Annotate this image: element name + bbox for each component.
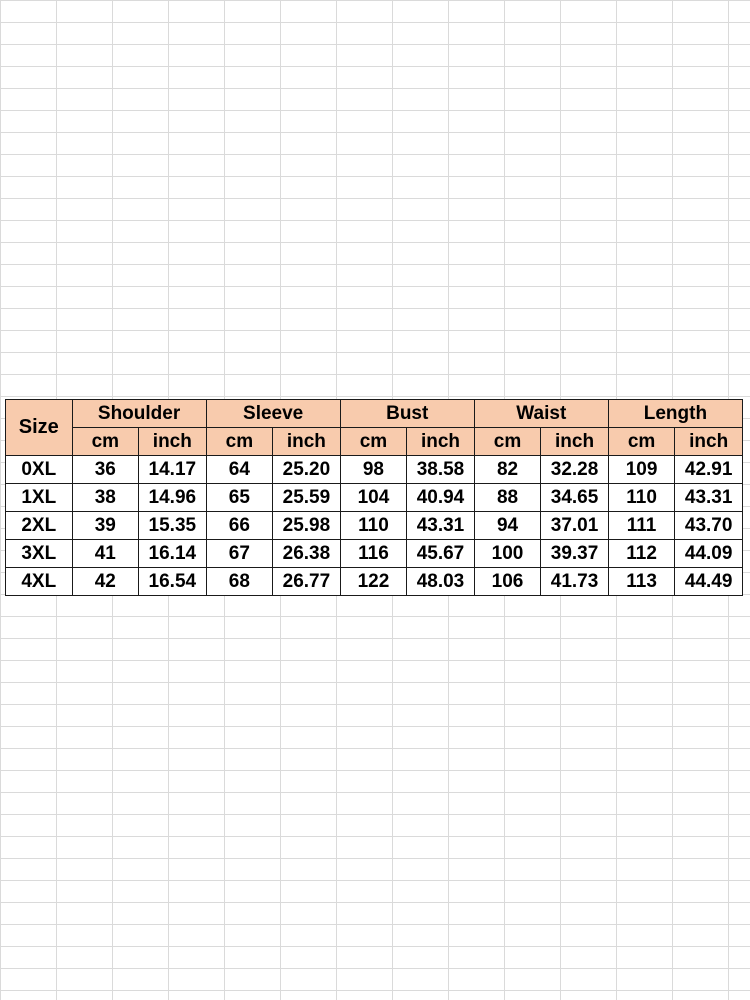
unit-header: cm xyxy=(608,428,675,456)
group-header-sleeve: Sleeve xyxy=(206,400,340,428)
measurement-cell: 38 xyxy=(72,484,139,512)
measurement-cell: 16.14 xyxy=(139,540,207,568)
measurement-cell: 41 xyxy=(72,540,139,568)
measurement-cell: 43.70 xyxy=(675,512,743,540)
measurement-cell: 65 xyxy=(206,484,273,512)
measurement-cell: 40.94 xyxy=(407,484,475,512)
measurement-cell: 68 xyxy=(206,568,273,596)
group-header-length: Length xyxy=(608,400,742,428)
measurement-cell: 37.01 xyxy=(541,512,609,540)
measurement-cell: 104 xyxy=(340,484,407,512)
size-label-cell: 1XL xyxy=(6,484,73,512)
measurement-cell: 14.17 xyxy=(139,456,207,484)
measurement-cell: 26.77 xyxy=(273,568,341,596)
measurement-cell: 109 xyxy=(608,456,675,484)
measurement-cell: 48.03 xyxy=(407,568,475,596)
measurement-cell: 44.09 xyxy=(675,540,743,568)
measurement-cell: 88 xyxy=(474,484,541,512)
header-row-groups xyxy=(6,400,743,428)
measurement-cell: 25.98 xyxy=(273,512,341,540)
group-header-bust: Bust xyxy=(340,400,474,428)
unit-header: inch xyxy=(139,428,207,456)
unit-header: inch xyxy=(541,428,609,456)
size-label-cell: 0XL xyxy=(6,456,73,484)
measurement-cell: 122 xyxy=(340,568,407,596)
measurement-cell: 32.28 xyxy=(541,456,609,484)
measurement-cell: 42.91 xyxy=(675,456,743,484)
header-row-units xyxy=(6,428,743,456)
measurement-cell: 94 xyxy=(474,512,541,540)
measurement-cell: 110 xyxy=(340,512,407,540)
measurement-cell: 25.20 xyxy=(273,456,341,484)
measurement-cell: 66 xyxy=(206,512,273,540)
measurement-cell: 25.59 xyxy=(273,484,341,512)
size-chart-table xyxy=(5,399,743,596)
unit-header: cm xyxy=(72,428,139,456)
measurement-cell: 67 xyxy=(206,540,273,568)
unit-header: cm xyxy=(206,428,273,456)
measurement-cell: 64 xyxy=(206,456,273,484)
measurement-cell: 43.31 xyxy=(675,484,743,512)
group-header-waist: Waist xyxy=(474,400,608,428)
size-label-cell: 3XL xyxy=(6,540,73,568)
size-header: Size xyxy=(6,400,73,456)
table-row xyxy=(6,568,743,596)
measurement-cell: 26.38 xyxy=(273,540,341,568)
table-row xyxy=(6,512,743,540)
table-row xyxy=(6,456,743,484)
measurement-cell: 39.37 xyxy=(541,540,609,568)
measurement-cell: 43.31 xyxy=(407,512,475,540)
unit-header: cm xyxy=(474,428,541,456)
measurement-cell: 15.35 xyxy=(139,512,207,540)
measurement-cell: 36 xyxy=(72,456,139,484)
size-label-cell: 4XL xyxy=(6,568,73,596)
measurement-cell: 100 xyxy=(474,540,541,568)
measurement-cell: 34.65 xyxy=(541,484,609,512)
measurement-cell: 42 xyxy=(72,568,139,596)
group-header-shoulder: Shoulder xyxy=(72,400,206,428)
measurement-cell: 111 xyxy=(608,512,675,540)
measurement-cell: 110 xyxy=(608,484,675,512)
measurement-cell: 39 xyxy=(72,512,139,540)
measurement-cell: 98 xyxy=(340,456,407,484)
measurement-cell: 106 xyxy=(474,568,541,596)
measurement-cell: 41.73 xyxy=(541,568,609,596)
table-row xyxy=(6,484,743,512)
measurement-cell: 38.58 xyxy=(407,456,475,484)
measurement-cell: 45.67 xyxy=(407,540,475,568)
measurement-cell: 113 xyxy=(608,568,675,596)
unit-header: inch xyxy=(675,428,743,456)
size-label-cell: 2XL xyxy=(6,512,73,540)
unit-header: inch xyxy=(407,428,475,456)
measurement-cell: 16.54 xyxy=(139,568,207,596)
measurement-cell: 82 xyxy=(474,456,541,484)
unit-header: cm xyxy=(340,428,407,456)
size-rows xyxy=(6,456,743,596)
unit-header: inch xyxy=(273,428,341,456)
measurement-cell: 44.49 xyxy=(675,568,743,596)
measurement-cell: 112 xyxy=(608,540,675,568)
table-row xyxy=(6,540,743,568)
measurement-cell: 116 xyxy=(340,540,407,568)
measurement-cell: 14.96 xyxy=(139,484,207,512)
